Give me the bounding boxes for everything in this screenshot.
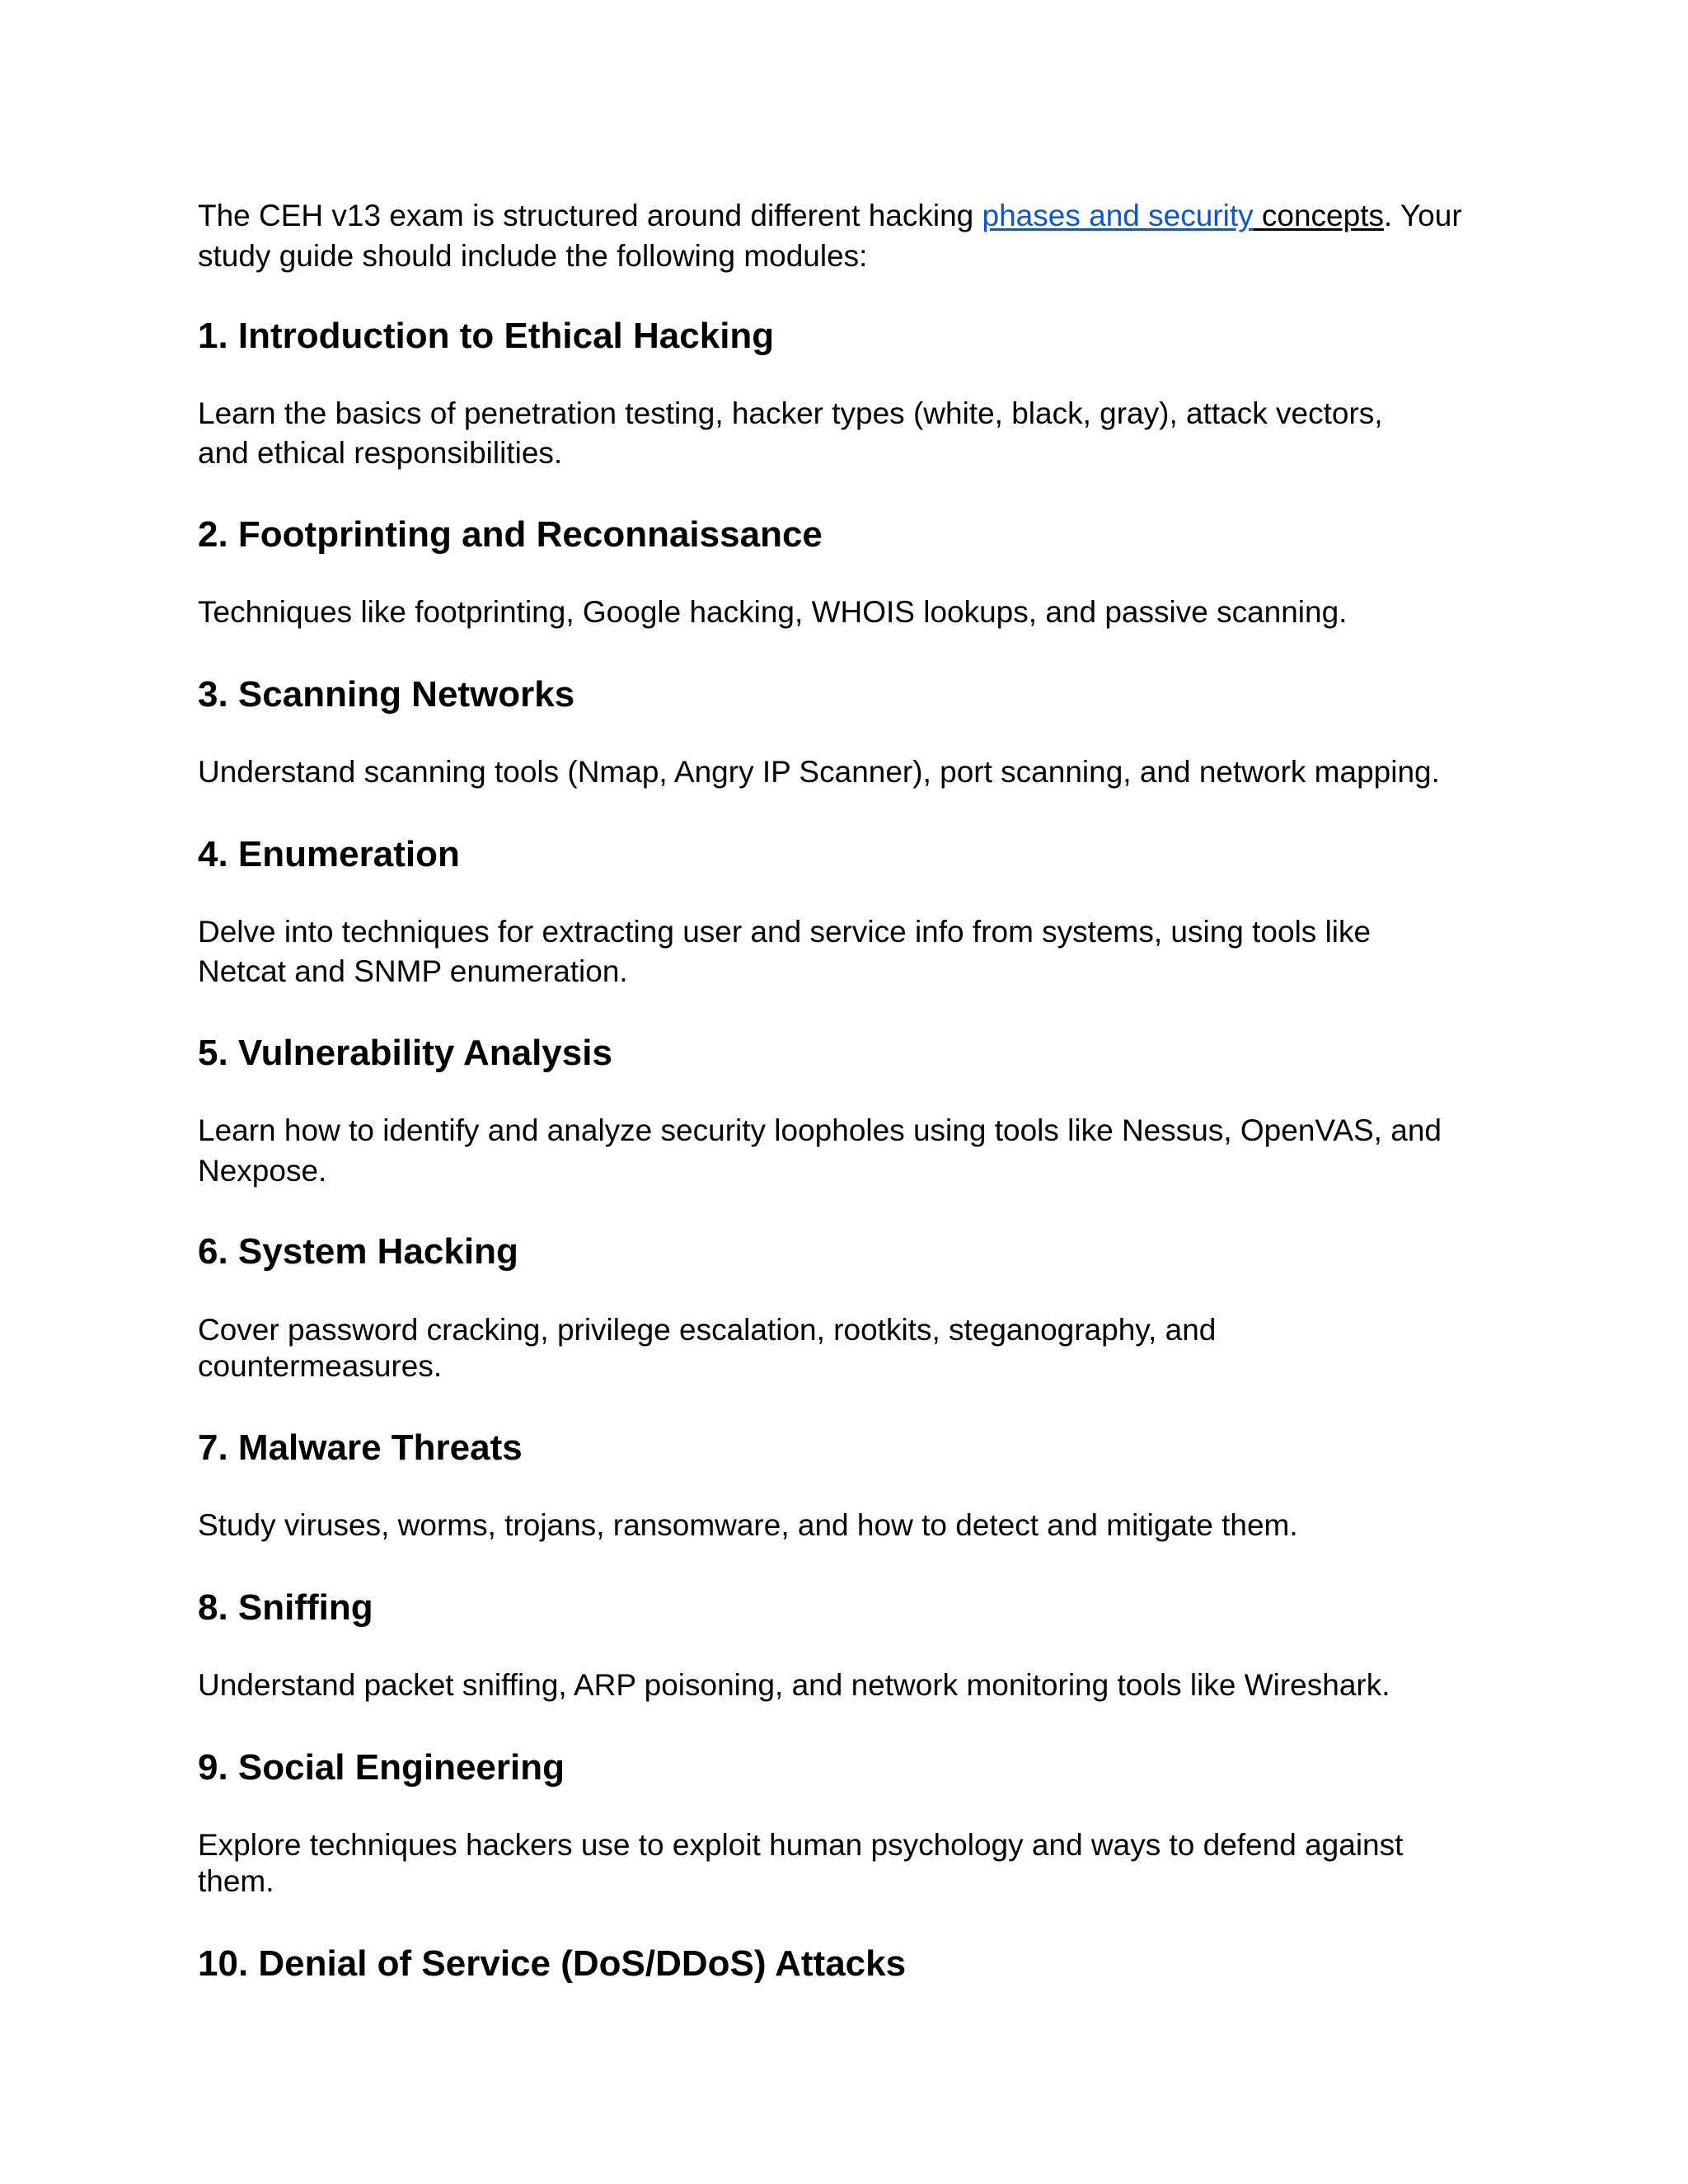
intro-text-before: The CEH v13 exam is structured around different hacking — [198, 199, 982, 232]
module-5-heading: 5. Vulnerability Analysis — [198, 1033, 612, 1073]
module-2-description-line-1: Techniques like footprinting, Google hacking, WHOIS lookups, and passive scanning. — [198, 595, 1348, 629]
module-1-heading: 1. Introduction to Ethical Hacking — [198, 316, 775, 356]
module-1-description-line-1: Learn the basics of penetration testing, hacker types (white, black, gray), attack vectors, — [198, 396, 1383, 430]
module-1-description-line-2: and ethical responsibilities. — [198, 436, 563, 470]
module-7-heading: 7. Malware Threats — [198, 1427, 523, 1468]
module-5-description-line-2: Nexpose. — [198, 1154, 327, 1188]
intro-line-1 — [198, 195, 1484, 236]
module-4-description-line-1: Delve into techniques for extracting user and service info from systems, using tools like — [198, 915, 1372, 949]
intro-paragraph — [198, 195, 1484, 276]
module-6-description-line-1: Cover password cracking, privilege escalation, rootkits, steganography, and — [198, 1313, 1217, 1347]
module-9-description-line-1: Explore techniques hackers use to exploit human psychology and ways to defend against — [198, 1828, 1404, 1862]
module-6-heading: 6. System Hacking — [198, 1231, 518, 1272]
module-2-heading: 2. Footprinting and Reconnaissance — [198, 514, 823, 555]
intro-text-after: . Your — [1384, 199, 1462, 232]
module-6-description-line-2: countermeasures. — [198, 1349, 443, 1383]
intro-line-2: study guide should include the following modules: — [198, 239, 868, 273]
module-8-description-line-1: Understand packet sniffing, ARP poisoning, and network monitoring tools like Wireshark. — [198, 1668, 1390, 1702]
module-9-description-line-2: them. — [198, 1864, 274, 1898]
module-8-heading: 8. Sniffing — [198, 1587, 373, 1628]
module-7-description-line-1: Study viruses, worms, trojans, ransomware, and how to detect and mitigate them. — [198, 1508, 1298, 1542]
module-10-heading: 10. Denial of Service (DoS/DDoS) Attacks — [198, 1943, 907, 1984]
module-4-description-line-2: Netcat and SNMP enumeration. — [198, 954, 628, 988]
module-9-heading: 9. Social Engineering — [198, 1747, 565, 1788]
module-4-heading: 4. Enumeration — [198, 834, 460, 874]
module-5-description-line-1: Learn how to identify and analyze security loopholes using tools like Nessus, OpenVAS, and — [198, 1113, 1442, 1147]
module-3-description-line-1: Understand scanning tools (Nmap, Angry IP Scanner), port scanning, and network mapping. — [198, 755, 1440, 789]
phases-and-security-link[interactable]: phases and security — [982, 199, 1254, 232]
module-3-heading: 3. Scanning Networks — [198, 674, 575, 715]
intro-link-tail: concepts — [1253, 199, 1384, 232]
